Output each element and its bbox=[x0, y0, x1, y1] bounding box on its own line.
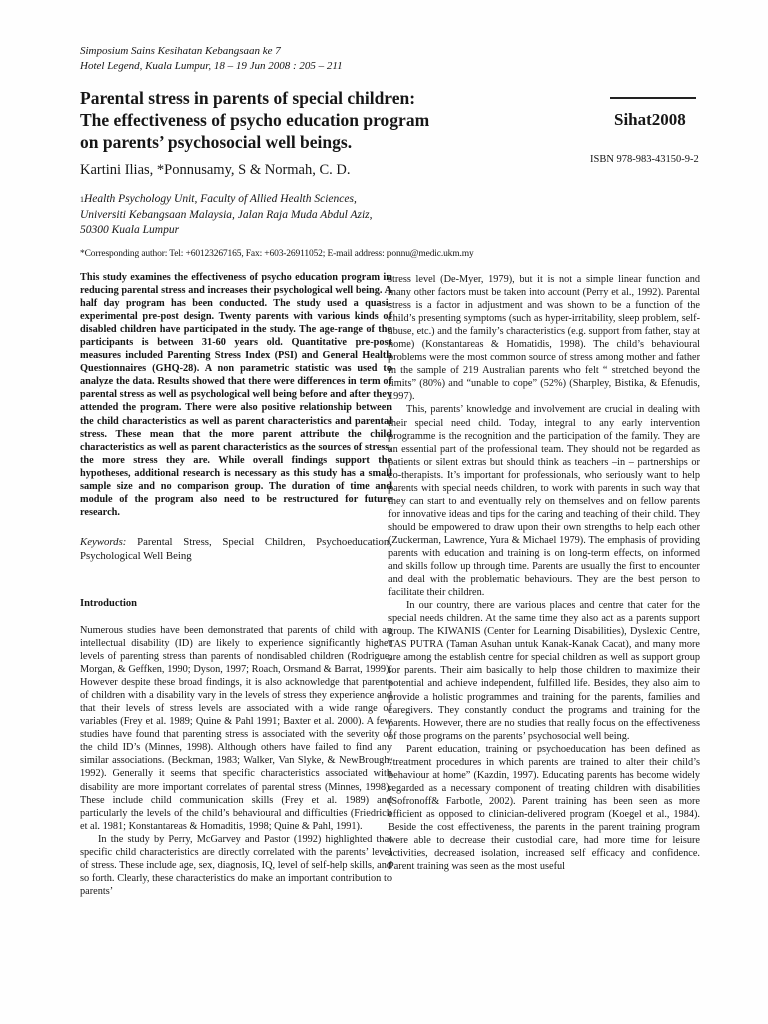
keywords-label: Keywords: bbox=[80, 535, 127, 548]
title-line-1: Parental stress in parents of special children: bbox=[80, 88, 416, 108]
title-line-3: on parents’ psychosocial well beings. bbox=[80, 132, 353, 152]
affiliation bbox=[80, 192, 373, 239]
keywords bbox=[80, 535, 392, 563]
right-column bbox=[388, 273, 700, 873]
conference-venue: Hotel Legend, Kuala Lumpur, 18 – 19 Jun 2008 : 205 – 211 bbox=[80, 60, 343, 72]
introduction-heading: Introduction bbox=[80, 597, 137, 609]
corresponding-author: *Corresponding author: Tel: +60123267165, Fax: +603-26911052; E-mail address: ponnu@medic.ukm.my bbox=[80, 249, 474, 259]
title-line-2: The effectiveness of psycho education program bbox=[80, 110, 430, 130]
paper-title bbox=[80, 87, 580, 153]
body-paragraph-4: Parent education, training or psychoeducation has been defined as “treatment procedures in which parents are trained to alter their child’s behaviour at home” (Kazdin, 1997). Educating parents has become widely regarded as a necessary component of treating children with disabilities (Sofronoff& Farbotle, 2002). Parent training has been seen as more efficient as opposed to clinician-delivered program (Koegel et al., 1984). Beside the cost effectiveness, the parents in the parent training program were able to decrease their custodial care, had more time for leisure activities, decreased isolation, increased self efficacy and confidence. Parent training was seen as the most useful bbox=[388, 743, 700, 873]
brand-rule bbox=[610, 97, 696, 99]
abstract-text: This study examines the effectiveness of psycho education program in reducing parental stress and increases their psychological well being. A half day program has been conducted. The study used a quasi-experimental pre-post design. Twenty parents with various kinds of disabled children have participated in the study. The age-range of the participants is between 31-60 years old. Quantitative pre-post measures included Parenting Stress Index (PSI) and General Health Questionnaires (GHQ-28). A non parametric statistic was used to analyze the data. Results showed that there were differences in term of parental stress as well as psychological well being before and after they attended the program. There were also positive relationship between the child characteristics as well as parent characteristics and parental stress. These mean that the more parent attribute the child characteristics as well as parent characteristics as the sources of stress, the more stress they are. While overall findings support the hypotheses, additional research is necessary as this study has a small sample size and no comparison group. The duration of time and module of the program also need to be restructured for future research. bbox=[80, 272, 392, 518]
keywords-text: Parental Stress, Special Children, Psychoeducation, Psychological Well Being bbox=[80, 535, 392, 562]
conference-name: Simposium Sains Kesihatan Kebangsaan ke 7 bbox=[80, 45, 281, 57]
introduction-paragraph-1: Numerous studies have been demonstrated that parents of child with an intellectual disability (ID) are likely to experience significantly higher levels of parenting stress than parents of nondisabled children (Rodrigue, Morgan, & Geffken, 1990; Dyson, 1997; Roach, Orsmand & Barrat, 1999). However despite these broad findings, it is also acknowledge that parents of children with a disability vary in the levels of stress they experience and that their levels of stress levels are associated with a wide range of variables (Frey et al. 1989; Quine & Pahl 1991; Baxter et al. 2000). A few studies have found that parenting stress is associated with the severity of the child ID’s (Minnes, 1998). Although others have failed to find any similar associations. (Beckman, 1983; Walker, Van Slyke, & NewBrough, 1992). Generally it seems that specific characteristics associated with disability are more important correlates of parental stress (Minnes, 1998). These include child communication skills (Frey et al. 1989) and particularly the levels of the child’s behavioural and difficulties (Friedrich et al. 1981; Konstantareas & Homaditis, 1998; Quine & Pahl, 1991). bbox=[80, 624, 392, 832]
left-column bbox=[80, 271, 392, 898]
body-paragraph-3: In our country, there are various places and centre that cater for the special needs children. At the same time they also act as a parents support group. The KIWANIS (Center for Learning Disabilities), Dyslexic Centre, TAS PUTRA (Taman Asuhan untuk Kanak-Kanak Cacat), and many more are among the establish centre for special children as well as support group for parents. Their aim basically to help those children to maximize their potential and achieve independent, fulfilled life. Besides, they also aim to provide a holistic programmes and training for the parents, families and caregivers. They constantly conduct the programs and training for the parents. However, there are no studies that really focus on the effectiveness of those programs on the parents’ psychosocial well being. bbox=[388, 600, 700, 742]
isbn-number: ISBN 978-983-43150-9-2 bbox=[590, 154, 699, 165]
affiliation-marker: 1 bbox=[80, 195, 84, 204]
author-list: Kartini Ilias, *Ponnusamy, S & Normah, C. D. bbox=[80, 162, 351, 178]
introduction-paragraph-2: In the study by Perry, McGarvey and Pastor (1992) highlighted that specific child characteristics are directly correlated with the parents’ level of stress. These include age, sex, diagnosis, IQ, level of self-help skills, and so forth. Clearly, these characteristics do make an important contribution to parents’ bbox=[80, 833, 392, 897]
body-paragraph-1: stress level (De-Myer, 1979), but it is not a simple linear function and many other factors must be taken into account (Perry et al., 1992). Parental stress is a factor in adjustment and was shown to be a function of the child’s presenting symptoms (such as hyper-irritability, sleep problem, self-abuse, etc.) and the family’s characteristics (e.g. support from father, stay at home) (Konstantareas & Homatidis, 1998). The child’s behavioural problems were the most common source of stress among mother and father in the sample of 219 Australian parents who felt “ stretched beyond the limits” (80%) and “unable to cope” (52%) (Sharpley, Bistika, & Efenudis, 1997). bbox=[388, 274, 700, 403]
running-header bbox=[80, 44, 343, 74]
affiliation-line-3: 50300 Kuala Lumpur bbox=[80, 224, 180, 236]
affiliation-line-1: Health Psychology Unit, Faculty of Allied Health Sciences, bbox=[84, 193, 357, 205]
brand-label: Sihat2008 bbox=[614, 110, 686, 129]
body-paragraph-2: This, parents’ knowledge and involvement are crucial in dealing with their special need child. Today, integral to any early intervention programme is the recognition and the participation of the family. They are an essential part of the professional team. They should not be regarded as patients or silent extras but should think as teachers –in – partnerships or co-therapists. It’s important for professionals, who seriously want to help parents with special needs children, to work with parents in such way that they can start to and eventually rely on themselves and on fellow parents for innovative ideas and tips for the caring and teaching of their child. They should be empowered to draw upon their own strengths to help each other (Zuckerman, Lawrence, Yura & Michael 1979). The emphasis of providing parents with education and training is on long-term effects, on informed and skills follow up through time. Parents are usually the first to encounter and deal with the problematic behaviours. They are the best person to facilitate their children. bbox=[388, 404, 700, 599]
affiliation-line-2: Universiti Kebangsaan Malaysia, Jalan Raja Muda Abdul Aziz, bbox=[80, 208, 373, 221]
